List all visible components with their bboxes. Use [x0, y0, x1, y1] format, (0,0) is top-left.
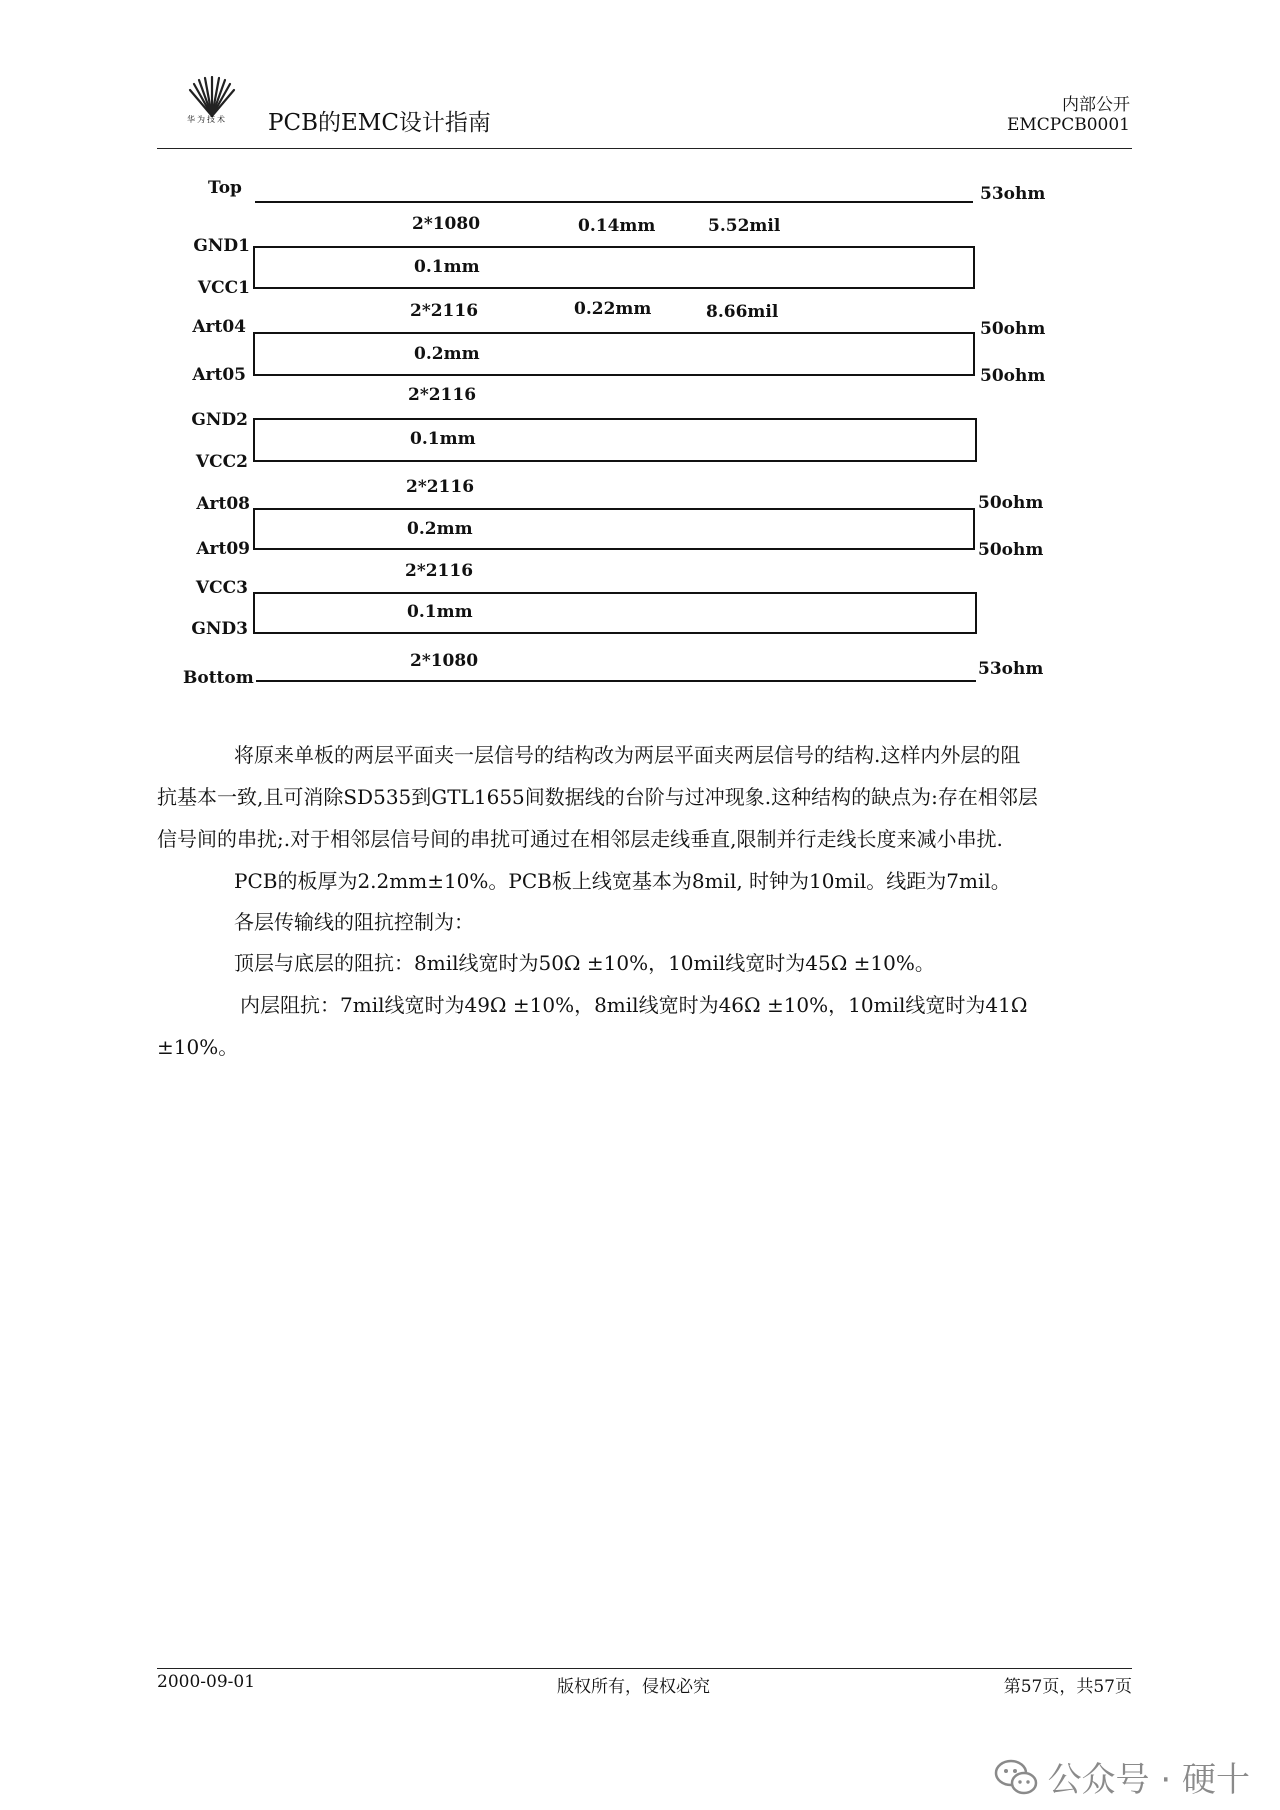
- footer-date: 2000-09-01: [157, 1672, 256, 1692]
- impedance-art08: 50ohm: [978, 493, 1044, 513]
- paragraph-1-line-1: 将原来单板的两层平面夹一层信号的结构改为两层平面夹两层信号的结构.这样内外层的阻: [234, 743, 1021, 767]
- footer-page-number: 第57页，共57页: [1003, 1677, 1132, 1697]
- paragraph-3: 各层传输线的阻抗控制为：: [234, 910, 474, 934]
- core-3-thickness: 0.1mm: [410, 429, 476, 449]
- paragraph-5-line-1: 内层阻抗：7mil线宽时为49Ω ±10%，8mil线宽时为46Ω ±10%，10mil线宽时为41Ω: [240, 993, 1028, 1017]
- layer-label-art08: Art08: [196, 494, 250, 514]
- core-2-thickness: 0.2mm: [414, 344, 480, 364]
- classification-label: 内部公开: [1062, 95, 1130, 115]
- impedance-top: 53ohm: [980, 184, 1046, 204]
- core-4: [253, 508, 975, 550]
- paragraph-5-line-2: ±10%。: [157, 1035, 239, 1059]
- layer-label-bottom: Bottom: [183, 668, 254, 688]
- layer-line-top: [255, 201, 973, 203]
- paragraph-4: 顶层与底层的阻抗：8mil线宽时为50Ω ±10%，10mil线宽时为45Ω ±10%。: [234, 951, 935, 975]
- layer-label-vcc3: VCC3: [195, 578, 248, 598]
- watermark-text: 公众号 · 硬十: [1047, 1760, 1250, 1800]
- watermark: [994, 1752, 1250, 1801]
- layer-line-bottom: [256, 680, 976, 682]
- paragraph-2: PCB的板厚为2.2mm±10%。PCB板上线宽基本为8mil, 时钟为10mil。线距为7mil。: [234, 869, 1011, 893]
- prepreg-bottom: 2*1080: [410, 651, 479, 671]
- prepreg-1-mil: 5.52mil: [708, 216, 781, 236]
- layer-label-gnd2: GND2: [191, 410, 248, 430]
- prepreg-1: 2*1080: [412, 214, 481, 234]
- core-5: [253, 592, 977, 634]
- impedance-art09: 50ohm: [978, 540, 1044, 560]
- impedance-bottom: 53ohm: [978, 659, 1044, 679]
- footer-divider: [157, 1668, 1132, 1669]
- logo-text: 华为技术: [187, 115, 227, 124]
- layer-label-art05: Art05: [192, 365, 246, 385]
- paragraph-1-line-3: 信号间的串扰;.对于相邻层信号间的串扰可通过在相邻层走线垂直,限制并行走线长度来减小串扰.: [157, 827, 1003, 851]
- prepreg-2-thickness: 0.22mm: [574, 299, 652, 319]
- layer-label-art09: Art09: [196, 539, 250, 559]
- layer-label-vcc2: VCC2: [195, 452, 248, 472]
- core-2: [253, 332, 975, 376]
- layer-label-top: Top: [208, 178, 242, 198]
- impedance-art05: 50ohm: [980, 366, 1046, 386]
- core-3: [253, 418, 977, 462]
- prepreg-5: 2*2116: [405, 561, 474, 581]
- document-title: PCB的EMC设计指南: [268, 110, 491, 136]
- layer-label-gnd1: GND1: [193, 236, 250, 256]
- layer-label-gnd3: GND3: [191, 619, 248, 639]
- core-1-thickness: 0.1mm: [414, 257, 480, 277]
- impedance-art04: 50ohm: [980, 319, 1046, 339]
- core-4-thickness: 0.2mm: [407, 519, 473, 539]
- paragraph-1-line-2: 抗基本一致,且可消除SD535到GTL1655间数据线的台阶与过冲现象.这种结构的缺点为:存在相邻层: [157, 785, 1038, 809]
- wechat-icon: [994, 1758, 1038, 1796]
- document-id: EMCPCB0001: [1006, 115, 1130, 135]
- prepreg-2-mil: 8.66mil: [706, 302, 779, 322]
- prepreg-4: 2*2116: [406, 477, 475, 497]
- footer-copyright: 版权所有，侵权必究: [557, 1677, 710, 1697]
- layer-label-art04: Art04: [192, 317, 246, 337]
- prepreg-3: 2*2116: [408, 385, 477, 405]
- core-1: [253, 246, 975, 289]
- core-5-thickness: 0.1mm: [407, 602, 473, 622]
- header-divider: [157, 148, 1132, 149]
- layer-label-vcc1: VCC1: [197, 278, 250, 298]
- prepreg-2: 2*2116: [410, 301, 479, 321]
- prepreg-1-thickness: 0.14mm: [578, 216, 656, 236]
